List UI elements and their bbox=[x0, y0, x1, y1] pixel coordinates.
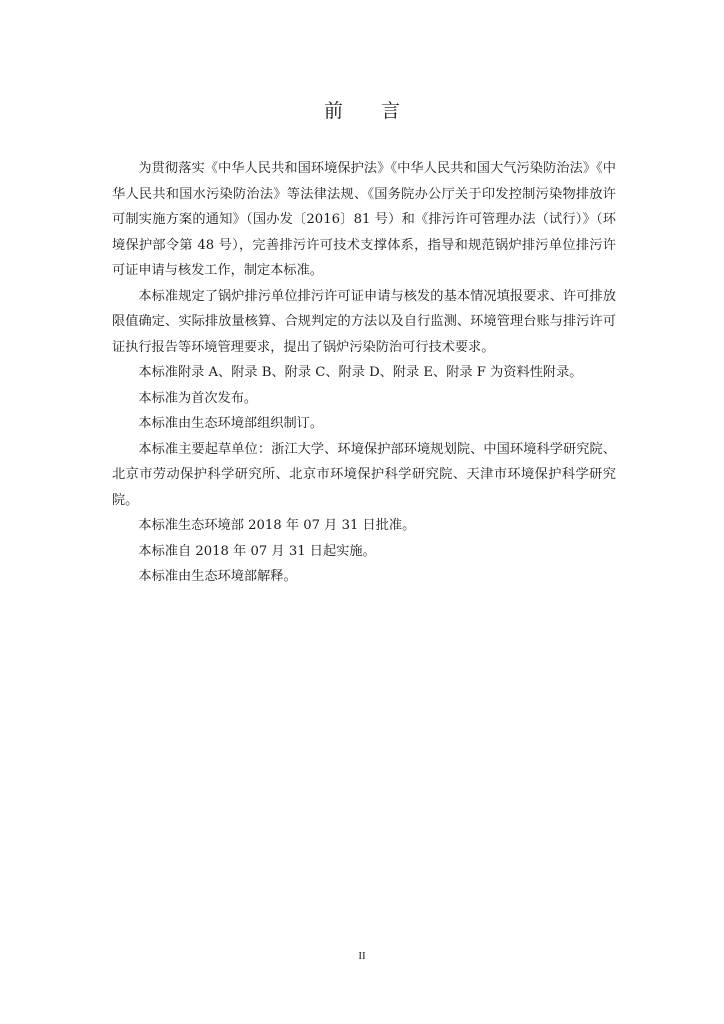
paragraph-organizer: 本标准由生态环境部组织制订。 bbox=[138, 416, 324, 431]
paragraph-interpretation: 本标准由生态环境部解释。 bbox=[138, 569, 297, 584]
foreword-body bbox=[112, 156, 616, 590]
paragraph-approval: 本标准生态环境部 2018 年 07 月 31 日批准。 bbox=[138, 518, 416, 533]
paragraph-drafting-units: 本标准主要起草单位：浙江大学、环境保护部环境规划院、中国环境科学研究院、北京市劳动保护科学研究所、北京市环境保护科学研究院、天津市环境保护科学研究院。 bbox=[112, 441, 616, 508]
paragraph-scope: 本标准规定了锅炉排污单位排污许可证申请与核发的基本情况填报要求、许可排放限值确定、实际排放量核算、合规判定的方法以及自行监测、环境管理台账与排污许可证执行报告等环境管理要求，提出了锅炉污染防治可行技术要求。 bbox=[112, 288, 616, 355]
paragraph-appendix: 本标准附录 A、附录 B、附录 C、附录 D、附录 E、附录 F 为资料性附录。 bbox=[138, 365, 583, 380]
paragraph-first-release: 本标准为首次发布。 bbox=[138, 390, 258, 406]
page-title: 前 言 bbox=[323, 100, 417, 122]
page-number: II bbox=[358, 950, 366, 962]
paragraph-effective: 本标准自 2018 年 07 月 31 日起实施。 bbox=[138, 543, 376, 559]
paragraph-purpose: 为贯彻落实《中华人民共和国环境保护法》《中华人民共和国大气污染防治法》《中华人民共和国水污染防治法》等法律法规、《国务院办公厅关于印发控制污染物排放许可制实施方案的通知》（国办发〔2016〕81 号）和《排污许可管理办法（试行）》（环境保护部令第 48 号），完善排污许可技术支撑体系，指导和规范锅炉排污单位排污许可证申请与核发工作，制定本标准。 bbox=[112, 161, 616, 278]
